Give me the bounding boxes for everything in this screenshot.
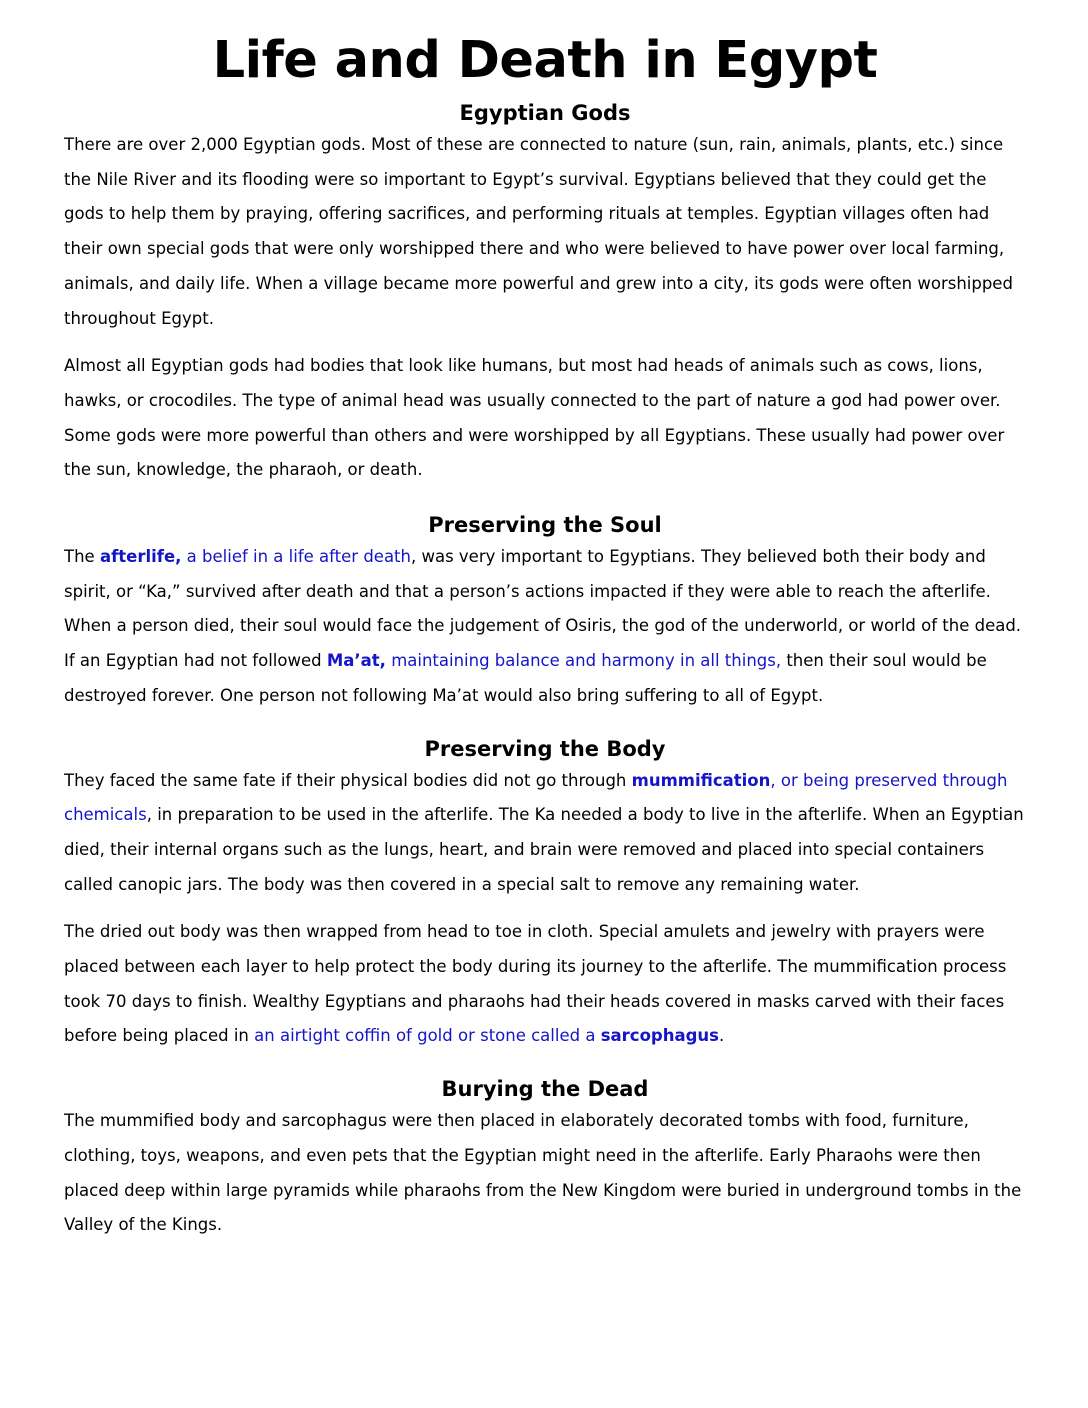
- text-run: then their soul would be destroyed forever. One person not following Ma’at would also bring suffering to all of Egypt.: [64, 651, 987, 705]
- paragraph-soul-1: [64, 540, 1026, 714]
- page-title: Life and Death in Egypt: [212, 31, 878, 90]
- section-heading-preserving-the-body: Preserving the Body: [424, 736, 666, 761]
- section-heading-preserving-the-soul: Preserving the Soul: [428, 513, 662, 538]
- section-preserving-the-soul: [64, 510, 1026, 714]
- section-preserving-the-body: [64, 734, 1026, 1055]
- paragraph-bury-1: The mummified body and sarcophagus were then placed in elaborately decorated tombs with food, furniture, clothing, toys, weapons, and even pets that the Egyptian might need in the afterlife. Early Pharaohs were then placed deep within large pyramids while pharaohs from the New Kingdom were buried in underground tombs in the Valley of the Kings.: [64, 1111, 1022, 1235]
- vocab-term-mummification: mummification: [631, 770, 771, 790]
- text-run: The: [64, 547, 100, 567]
- text-run: , was very important to Egyptians. They believed both their body and spirit, or “Ka,” survived after death and that a person’s actions impacted if they were able to reach the afterlife. When a person died, their soul would face the judgement of Osiris, the god of the underworld, or world of the dead. If an Egyptian had not followed: [64, 547, 1022, 671]
- section-heading-burying-the-dead: Burying the Dead: [441, 1077, 649, 1102]
- text-run: They faced the same fate if their physical bodies did not go through: [64, 770, 632, 790]
- text-run: The dried out body was then wrapped from head to toe in cloth. Special amulets and jewelry with prayers were placed between each layer to help protect the body during its journey to the afterlife. The mummification process took 70 days to finish. Wealthy Egyptians and pharaohs had their heads covered in masks carved with their faces before being placed in: [64, 922, 1007, 1046]
- vocab-term-sarcophagus: sarcophagus: [600, 1026, 719, 1046]
- text-run: .: [718, 1026, 725, 1046]
- section-egyptian-gods: [64, 98, 1026, 488]
- paragraph-gods-1: There are over 2,000 Egyptian gods. Most of these are connected to nature (sun, rain, animals, plants, etc.) since the Nile River and its flooding were so important to Egypt’s survival. Egyptians believed that they could get the gods to help them by praying, offering sacrifices, and performing rituals at temples. Egyptian villages often had their own special gods that were only worshipped there and who were believed to have power over local farming, animals, and daily life. When a village became more powerful and grew into a city, its gods were often worshipped throughout Egypt.: [64, 135, 1013, 328]
- vocab-definition-afterlife: a belief in a life after death: [181, 547, 411, 567]
- paragraph-gods-2: Almost all Egyptian gods had bodies that look like humans, but most had heads of animals such as cows, lions, hawks, or crocodiles. The type of animal head was usually connected to the part of nature a god had power over. Some gods were more powerful than others and were worshipped by all Egyptians. These usually had power over the sun, knowledge, the pharaoh, or death.: [64, 356, 1005, 480]
- document-page: [64, 0, 1026, 1408]
- text-run: , in preparation to be used in the afterlife. The Ka needed a body to live in the afterlife. When an Egyptian died, their internal organs such as the lungs, heart, and brain were removed and placed into special containers called canopic jars. The body was then covered in a special salt to remove any remaining water.: [64, 805, 1024, 894]
- paragraph-body-1: [64, 764, 1026, 903]
- section-burying-the-dead: [64, 1074, 1026, 1243]
- section-heading-egyptian-gods: Egyptian Gods: [459, 101, 631, 125]
- vocab-term-maat: Ma’at,: [326, 651, 386, 671]
- vocab-definition-mummification: , or being preserved through chemicals: [64, 770, 1008, 825]
- vocab-definition-maat: maintaining balance and harmony in all things,: [385, 651, 782, 671]
- vocab-term-afterlife: afterlife,: [99, 547, 182, 567]
- vocab-definition-sarcophagus: an airtight coffin of gold or stone called a: [254, 1026, 601, 1046]
- paragraph-body-2: [64, 915, 1026, 1054]
